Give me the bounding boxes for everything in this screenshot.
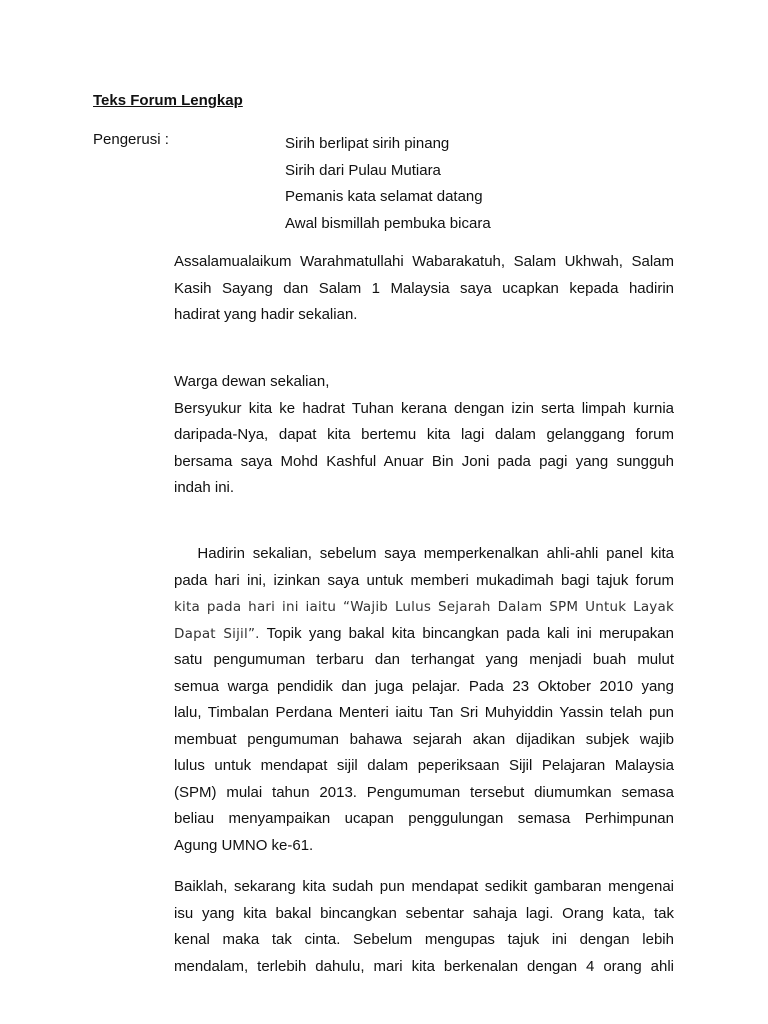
paragraph-line: (SPM) mulai tahun 2013. Pengumuman tersebut diumumkan semasa xyxy=(174,783,674,801)
paragraph-line: daripada-Nya, dapat kita bertemu kita lagi dalam gelanggang forum xyxy=(174,426,674,443)
paragraph-line: semua warga pendidik dan juga pelajar. Pada 23 Oktober 2010 yang xyxy=(174,677,674,695)
pantun-line: Sirih dari Pulau Mutiara xyxy=(285,161,441,179)
opening-pantun xyxy=(285,131,491,237)
greeting-paragraph xyxy=(174,249,674,329)
paragraph-line: kenal maka tak cinta. Sebelum mengupas tajuk ini dengan lebih xyxy=(174,931,674,948)
paragraph-line: Hadirin sekalian, sebelum saya memperkenalkan ahli-ahli panel kita xyxy=(174,545,674,562)
paragraph-line: Assalamualaikum Warahmatullahi Wabarakatuh, Salam Ukhwah, Salam xyxy=(174,253,674,270)
paragraph-line: isu yang kita bakal bincangkan sebentar sahaja lagi. Orang kata, tak xyxy=(174,904,674,922)
paragraph-line: hadirat yang hadir sekalian. xyxy=(174,306,358,323)
paragraph-line: Bersyukur kita ke hadrat Tuhan kerana dengan izin serta limpah kurnia xyxy=(174,399,674,417)
pantun-line: Pemanis kata selamat datang xyxy=(285,188,483,205)
paragraph-line: bersama saya Mohd Kashful Anuar Bin Joni pada pagi yang sungguh xyxy=(174,452,674,470)
paragraph-line: indah ini. xyxy=(174,479,235,496)
paragraph-line xyxy=(174,621,674,648)
gratitude-paragraph xyxy=(174,369,674,502)
paragraph-text: Topik yang bakal kita bincangkan pada kali ini merupakan xyxy=(259,624,674,642)
pantun-line: Sirih berlipat sirih pinang xyxy=(285,135,450,152)
paragraph-line: pada hari ini, izinkan saya untuk memberi mukadimah bagi tajuk forum xyxy=(174,571,674,589)
paragraph-line: mendalam, terlebih dahulu, mari kita berkenalan dengan 4 orang ahli xyxy=(174,957,674,975)
pantun-line: Awal bismillah pembuka bicara xyxy=(285,214,491,232)
paragraph-line: Kasih Sayang dan Salam 1 Malaysia saya ucapkan kepada hadirin xyxy=(174,279,674,297)
panel-intro-paragraph xyxy=(174,874,674,980)
paragraph-line: Baiklah, sekarang kita sudah pun mendapat sedikit gambaran mengenai xyxy=(174,878,674,895)
paragraph-line: lulus untuk mendapat sijil dalam peperiksaan Sijil Pelajaran Malaysia xyxy=(174,757,674,774)
paragraph-line: Warga dewan sekalian, xyxy=(174,373,330,390)
forum-topic-end: Dapat Sijil”. xyxy=(174,625,260,642)
document-title: Teks Forum Lengkap xyxy=(93,92,243,109)
speaker-label: Pengerusi : xyxy=(93,131,169,148)
paragraph-line: Agung UMNO ke-61. xyxy=(174,836,314,854)
introduction-paragraph xyxy=(174,541,674,859)
forum-topic-line: kita pada hari ini iaitu “Wajib Lulus Sejarah Dalam SPM Untuk Layak xyxy=(174,599,674,615)
paragraph-line: beliau menyampaikan ucapan penggulungan semasa Perhimpunan xyxy=(174,810,674,827)
paragraph-line: membuat pengumuman bahawa sejarah akan dijadikan subjek wajib xyxy=(174,730,674,748)
paragraph-line: lalu, Timbalan Perdana Menteri iaitu Tan Sri Muhyiddin Yassin telah pun xyxy=(174,704,674,721)
paragraph-line: satu pengumuman terbaru dan terhangat yang menjadi buah mulut xyxy=(174,651,674,668)
